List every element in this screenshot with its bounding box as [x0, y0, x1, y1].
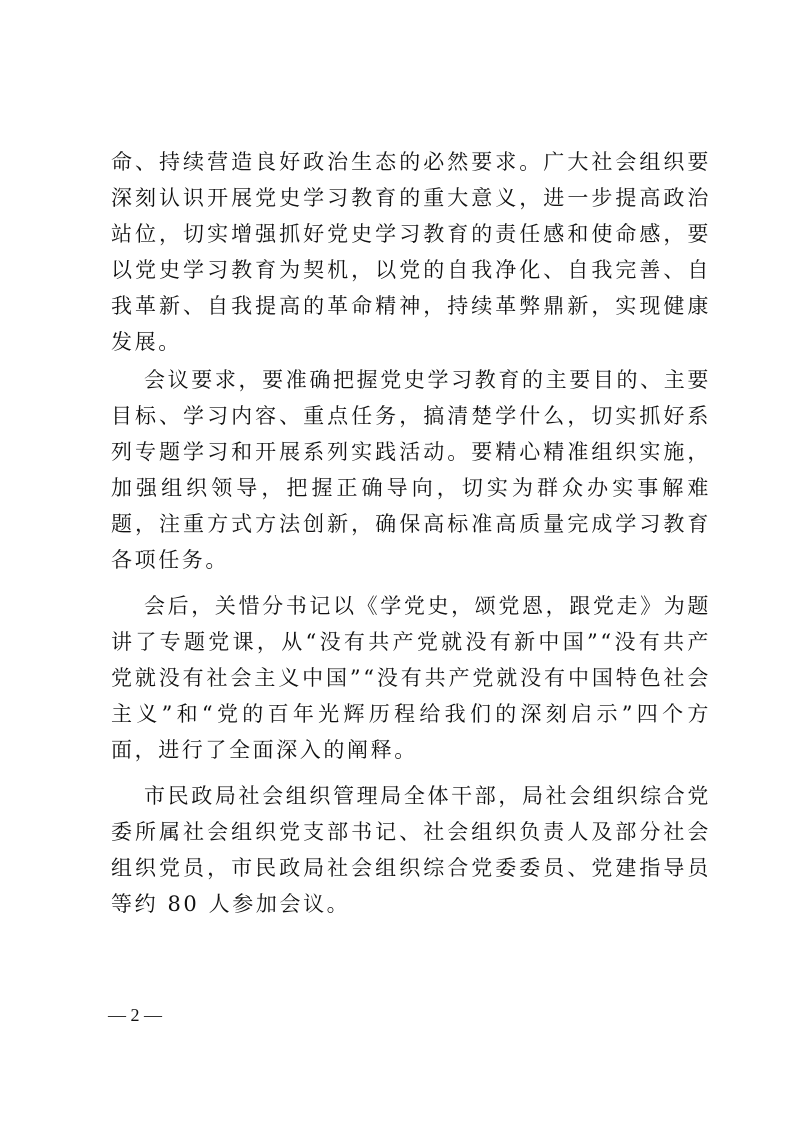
body-text: [111, 144, 711, 922]
paragraph-continuation: 命、持续营造良好政治生态的必然要求。广大社会组织要深刻认识开展党史学习教育的重大意义，进一步提高政治站位，切实增强抓好党史学习教育的责任感和使命感，要以党史学习教育为契机，以党的自我净化、自我完善、自我革新、自我提高的革命精神，持续革弊鼎新，实现健康发展。: [111, 150, 711, 354]
paragraph-party-lecture: 会后，关惜分书记以《学党史，颂党恩，跟党走》为题讲了专题党课，从“没有共产党就没有新中国”“没有共产党就没有社会主义中国”“没有共产党就没有中国特色社会主义”和“党的百年光辉历程给我们的深刻启示”四个方面，进行了全面深入的阐释。: [111, 594, 711, 762]
paragraph-attendees: 市民政局社会组织管理局全体干部，局社会组织综合党委所属社会组织党支部书记、社会组织负责人及部分社会组织党员，市民政局社会组织综合党委委员、党建指导员等约 80 人参加会议。: [111, 784, 711, 916]
page-number: — 2 —: [108, 1005, 162, 1025]
paragraph-meeting-requirements: 会议要求，要准确把握党史学习教育的主要目的、主要目标、学习内容、重点任务，搞清楚学什么，切实抓好系列专题学习和开展系列实践活动。要精心精准组织实施，加强组织领导，把握正确导向，切实为群众办实事解难题，注重方式方法创新，确保高标准高质量完成学习教育各项任务。: [111, 368, 711, 572]
